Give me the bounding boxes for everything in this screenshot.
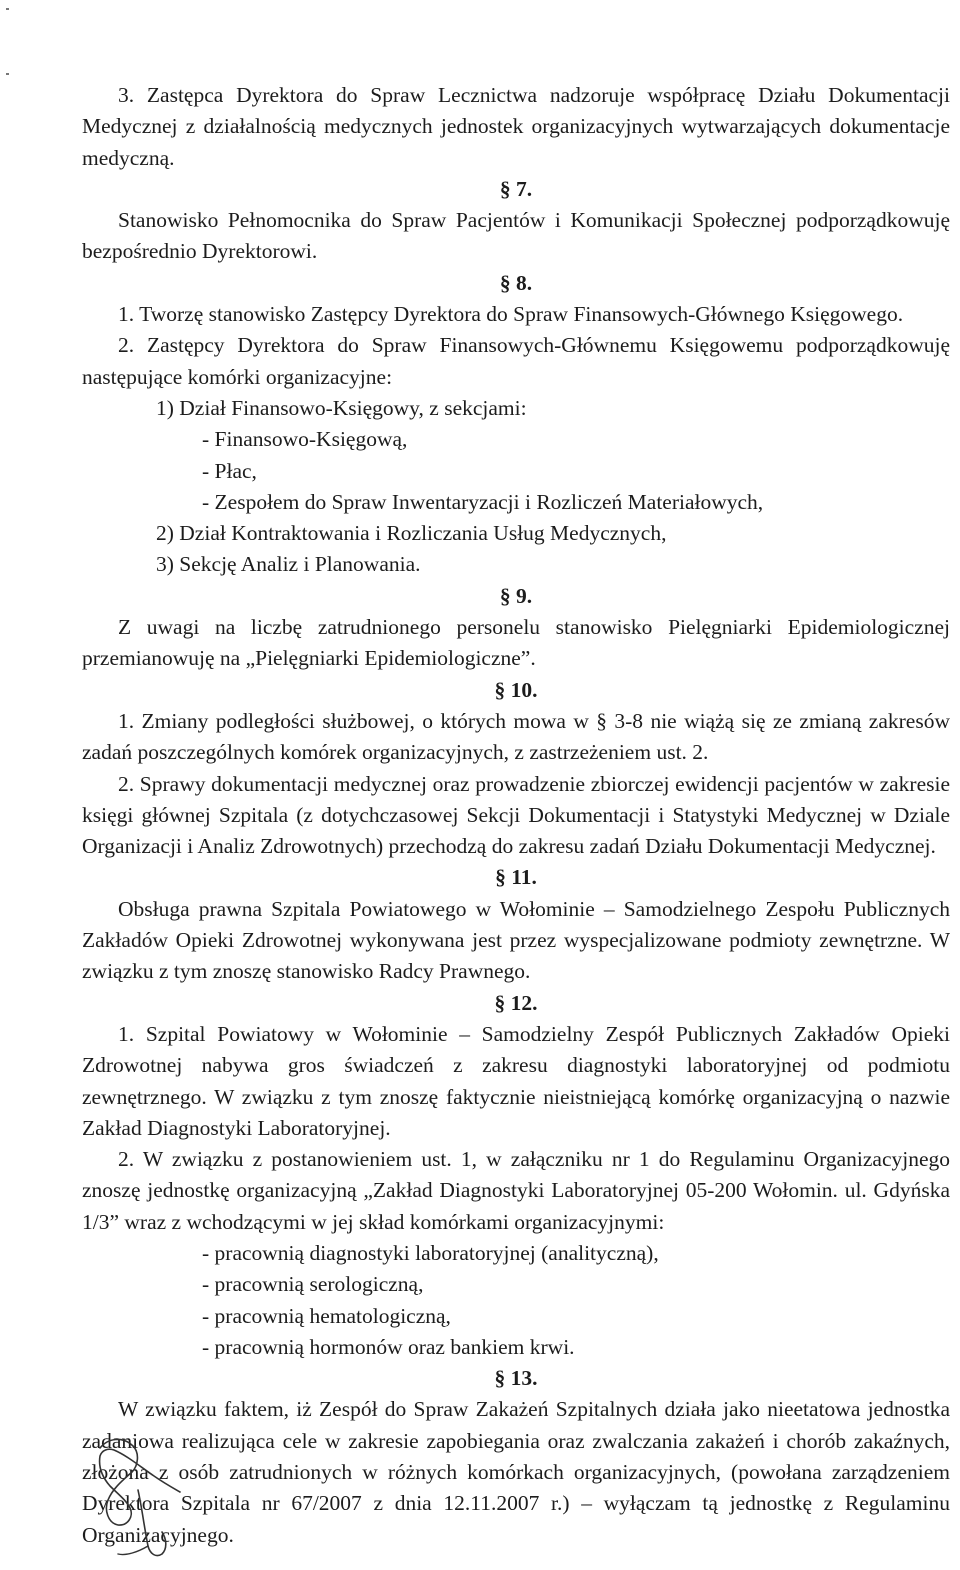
scan-speck: [6, 8, 9, 10]
paragraph-s8-1: 1. Tworzę stanowisko Zastępcy Dyrektora do Spraw Finansowych-Głównego Księgowego.: [118, 302, 904, 327]
section-heading-13: § 13.: [494, 1366, 538, 1391]
paragraph-s8-2: 2. Zastępcy Dyrektora do Spraw Finansowych-Głównemu Księgowemu podporządkowuję następujące komórki organizacyjne:: [82, 333, 950, 389]
paragraph-s7-3: 3. Zastępca Dyrektora do Spraw Lecznictwa nadzoruje współpracę Działu Dokumentacji Medycznej z działalnością medycznych jednostek organizacyjnych wytwarzających dokumentacje medyczną.: [82, 83, 950, 170]
section-heading-10: § 10.: [494, 677, 538, 702]
list-item: - Płac,: [202, 458, 257, 483]
list-item: - pracownią serologiczną,: [202, 1272, 424, 1297]
section-heading-8: § 8.: [499, 270, 533, 295]
list-item: - pracownią diagnostyki laboratoryjnej (analityczną),: [202, 1240, 659, 1265]
section-heading-11: § 11.: [495, 865, 537, 890]
list-item: - Finansowo-Księgową,: [202, 427, 408, 452]
paragraph-s9: Z uwagi na liczbę zatrudnionego personelu stanowisko Pielęgniarki Epidemiologicznej przemianowuję na „Pielęgniarki Epidemiologiczne”.: [82, 615, 950, 671]
paragraph-s12-1: 1. Szpital Powiatowy w Wołominie – Samodzielny Zespół Publicznych Zakładów Opieki Zdrowotnej nabywa gros świadczeń z zakresu diagnostyki laboratoryjnej od podmiotu zewnętrznego. W związku z tym znoszę faktycznie nieistniejącą komórkę organizacyjną o nazwie Zakład Diagnostyki Laboratoryjnej.: [82, 1021, 950, 1140]
list-item: - pracownią hormonów oraz bankiem krwi.: [202, 1334, 575, 1359]
document-page: [82, 80, 950, 1551]
paragraph-s7: Stanowisko Pełnomocnika do Spraw Pacjentów i Komunikacji Społecznej podporządkowuję bezpośrednio Dyrektorowi.: [82, 208, 950, 264]
section-heading-12: § 12.: [494, 990, 538, 1015]
paragraph-s11: Obsługa prawna Szpitala Powiatowego w Wołominie – Samodzielnego Zespołu Publicznych Zakładów Opieki Zdrowotnej wykonywana jest przez wyspecjalizowane podmioty zewnętrzne. W związku z tym znoszę stanowisko Radcy Prawnego.: [82, 896, 950, 984]
list-item: - Zespołem do Spraw Inwentaryzacji i Rozliczeń Materiałowych,: [202, 489, 764, 514]
handwritten-initials: [78, 1428, 190, 1566]
list-item: 2) Dział Kontraktowania i Rozliczania Usług Medycznych,: [156, 521, 667, 546]
paragraph-s13: W związku faktem, iż Zespół do Spraw Zakażeń Szpitalnych działa jako nieetatowa jednostka zadaniowa realizująca cele w zakresie zapobiegania oraz zwalczania zakażeń i chorób zakaźnych, złożona z osób zatrudnionych w różnych komórkach organizacyjnych, (powołana zarządzeniem Dyrektora Szpitala nr 67/2007 z dnia 12.11.2007 r.) – wyłączam tą jednostkę z Regulaminu Organizacyjnego.: [82, 1397, 950, 1547]
section-heading-9: § 9.: [499, 583, 533, 608]
paragraph-s10-2: 2. Sprawy dokumentacji medycznej oraz prowadzenie zbiorczej ewidencji pacjentów w zakresie księgi głównej Szpitala (z dotychczasowej Sekcji Dokumentacji i Statystyki Medycznej w Dziale Organizacji i Analiz Zdrowotnych) przechodzą do zakresu zadań Działu Dokumentacji Medycznej.: [82, 771, 950, 859]
section-heading-7: § 7.: [499, 176, 533, 201]
list-item: 3) Sekcję Analiz i Planowania.: [156, 552, 421, 577]
scan-speck: [6, 73, 9, 75]
paragraph-s10-1: 1. Zmiany podległości służbowej, o których mowa w § 3-8 nie wiążą się ze zmianą zakresów zadań poszczególnych komórek organizacyjnych, z zastrzeżeniem ust. 2.: [82, 708, 950, 765]
list-item: - pracownią hematologiczną,: [202, 1303, 451, 1328]
list-item: 1) Dział Finansowo-Księgowy, z sekcjami:: [156, 395, 527, 420]
paragraph-s12-2: 2. W związku z postanowieniem ust. 1, w załączniku nr 1 do Regulaminu Organizacyjnego znoszę jednostkę organizacyjną „Zakład Diagnostyki Laboratoryjnej 05-200 Wołomin. ul. Gdyńska 1/3” wraz z wchodzącymi w jej skład komórkami organizacyjnymi:: [82, 1147, 950, 1234]
